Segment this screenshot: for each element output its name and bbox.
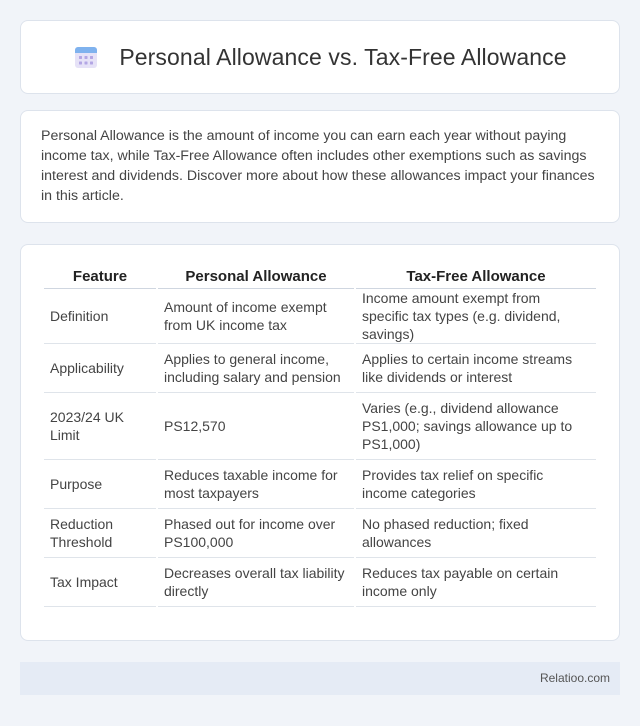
feature-cell: Tax Impact [44, 558, 156, 607]
table-row [44, 344, 596, 393]
tax-free-allowance-cell: Reduces tax payable on certain income only [356, 558, 596, 607]
personal-allowance-cell: Amount of income exempt from UK income tax [158, 289, 354, 344]
intro-text: Personal Allowance is the amount of income you can earn each year without paying income tax, while Tax-Free Allowance often includes other exemptions such as savings interest and dividends. Discover more about how these allowances impact your finances in this article. [41, 128, 595, 204]
feature-cell: Purpose [44, 460, 156, 509]
personal-allowance-cell: PS12,570 [158, 393, 354, 460]
tax-free-allowance-cell: Provides tax relief on specific income categories [356, 460, 596, 509]
table-row [44, 509, 596, 558]
personal-allowance-cell: Reduces taxable income for most taxpayers [158, 460, 354, 509]
feature-cell: Applicability [44, 344, 156, 393]
intro-card [20, 110, 620, 223]
personal-allowance-cell: Phased out for income over PS100,000 [158, 509, 354, 558]
calendar-icon [73, 44, 99, 70]
comparison-table [42, 265, 598, 607]
feature-cell: Reduction Threshold [44, 509, 156, 558]
header-personal-allowance: Personal Allowance [158, 265, 354, 289]
header-feature: Feature [44, 265, 156, 289]
footer [20, 662, 620, 695]
footer-site-link[interactable]: Relatioo.com [539, 671, 610, 685]
feature-cell: 2023/24 UK Limit [44, 393, 156, 460]
table-row [44, 393, 596, 460]
header-card [20, 20, 620, 94]
tax-free-allowance-cell: Applies to certain income streams like dividends or interest [356, 344, 596, 393]
table-row [44, 558, 596, 607]
comparison-table-card [20, 244, 620, 641]
tax-free-allowance-cell: Income amount exempt from specific tax types (e.g. dividend, savings) [356, 289, 596, 344]
page-title: Personal Allowance vs. Tax-Free Allowance [119, 43, 567, 70]
personal-allowance-cell: Decreases overall tax liability directly [158, 558, 354, 607]
tax-free-allowance-cell: Varies (e.g., dividend allowance PS1,000; savings allowance up to PS1,000) [356, 393, 596, 460]
feature-cell: Definition [44, 289, 156, 344]
table-row [44, 460, 596, 509]
table-row [44, 289, 596, 344]
header-tax-free-allowance: Tax-Free Allowance [356, 265, 596, 289]
header [73, 44, 566, 71]
personal-allowance-cell: Applies to general income, including salary and pension [158, 344, 354, 393]
table-header-row [44, 265, 596, 289]
tax-free-allowance-cell: No phased reduction; fixed allowances [356, 509, 596, 558]
